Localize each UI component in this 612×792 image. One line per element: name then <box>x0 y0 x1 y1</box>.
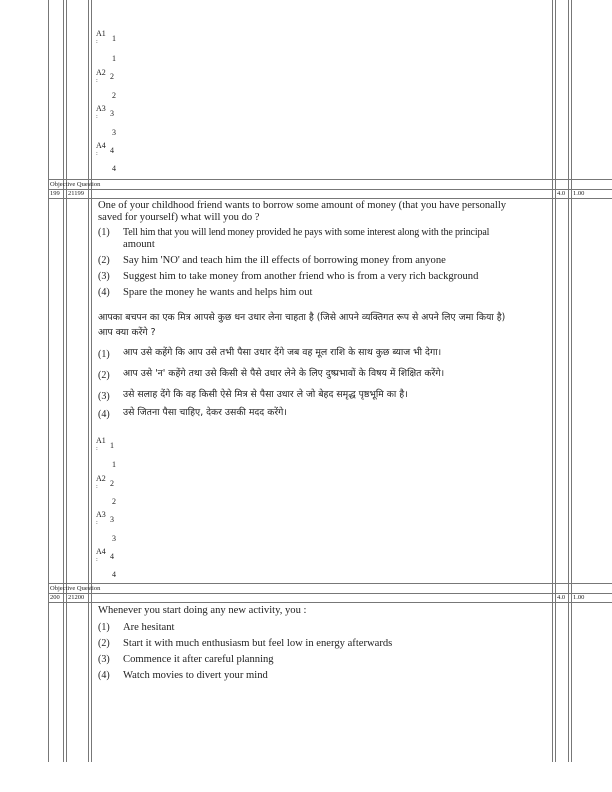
answer-colon: : <box>96 150 98 157</box>
border-left <box>48 0 49 762</box>
answer-colon: : <box>96 77 98 84</box>
answer-repeat: 2 <box>112 91 116 100</box>
hindi-option-number: (1) <box>98 349 110 360</box>
option-number: (4) <box>98 287 110 298</box>
answer-repeat: 1 <box>112 54 116 63</box>
divider-qid <box>88 0 89 762</box>
answer-repeat: 1 <box>112 460 116 469</box>
row-sep-2b <box>48 593 612 594</box>
question-negative-marks: 1.00 <box>573 594 585 601</box>
question-marks: 4.0 <box>557 190 566 197</box>
answer-value: 4 <box>110 552 114 561</box>
question-sno: 200 <box>50 594 60 601</box>
answer-repeat: 3 <box>112 534 116 543</box>
row-sep-1 <box>48 179 612 180</box>
hindi-option-text: उसे जितना पैसा चाहिए, देकर उसकी मदद करेंगे। <box>123 407 287 418</box>
hindi-option-text: आप उसे 'न' कहेंगे तथा उसे किसी से पैसे उधार लेने के लिए दुष्प्रभावों के विषय में शिक्षित करेंगे। <box>123 368 445 379</box>
answer-value: 3 <box>110 515 114 524</box>
option-text: Commence it after careful planning <box>123 654 274 665</box>
hindi-option-text: उसे सलाह देंगे कि वह किसी ऐसे मित्र से पैसा उधार ले जो बेहद समृद्ध पृष्ठभूमि का है। <box>123 389 408 400</box>
option-text: Say him 'NO' and teach him the ill effects of borrowing money from anyone <box>123 255 446 266</box>
option-number: (3) <box>98 271 110 282</box>
option-number: (1) <box>98 622 110 633</box>
answer-value: 1 <box>112 34 116 43</box>
answer-colon: : <box>96 38 98 45</box>
option-text: Suggest him to take money from another friend who is from a very rich background <box>123 271 479 282</box>
option-text: Tell him that you will lend money provided he pays with some interest along with the principal <box>123 227 490 238</box>
hindi-question-line-1: आपका बचपन का एक मित्र आपसे कुछ धन उधार लेना चाहता है (जिसे आपने व्यक्तिगत रूप से अपने लिए जमा किया है) <box>98 312 506 323</box>
answer-value: 2 <box>110 479 114 488</box>
question-marks: 4.0 <box>557 594 566 601</box>
option-number: (2) <box>98 255 110 266</box>
answer-label: A4 <box>96 547 106 556</box>
answer-label: A4 <box>96 141 106 150</box>
hindi-option-text: आप उसे कहेंगे कि आप उसे तभी पैसा उधार देंगे जब वह मूल राशि के साथ कुछ ब्याज भी देगा। <box>123 347 442 358</box>
row-sep-1c <box>48 198 612 199</box>
question-negative-marks: 1.00 <box>573 190 585 197</box>
option-text: Watch movies to divert your mind <box>123 670 268 681</box>
option-text: Are hesitant <box>123 622 175 633</box>
question-text-line-2: saved for yourself) what will you do ? <box>98 212 260 223</box>
hindi-option-number: (4) <box>98 409 110 420</box>
question-text-line-1: One of your childhood friend wants to borrow some amount of money (that you have personally <box>98 200 507 211</box>
question-sno: 199 <box>50 190 60 197</box>
option-number: (2) <box>98 638 110 649</box>
option-text: Start it with much enthusiasm but feel low in energy afterwards <box>123 638 393 649</box>
question-id: 21200 <box>68 594 85 601</box>
option-number: (4) <box>98 670 110 681</box>
divider-neg <box>568 0 569 762</box>
divider-sno <box>63 0 64 762</box>
answer-colon: : <box>96 445 98 452</box>
answer-colon: : <box>96 556 98 563</box>
answer-label: A1 <box>96 29 106 38</box>
divider-qid-2 <box>91 0 92 762</box>
answer-value: 1 <box>110 441 114 450</box>
row-sep-2c <box>48 602 612 603</box>
question-type-label: Objective Question <box>50 181 101 188</box>
hindi-option-number: (2) <box>98 370 110 381</box>
question-text-line-1: Whenever you start doing any new activity, you : <box>98 605 307 616</box>
answer-label: A2 <box>96 474 106 483</box>
divider-sno-2 <box>66 0 67 762</box>
answer-colon: : <box>96 113 98 120</box>
answer-colon: : <box>96 519 98 526</box>
answer-repeat: 2 <box>112 497 116 506</box>
answer-repeat: 4 <box>112 164 116 173</box>
answer-colon: : <box>96 483 98 490</box>
question-type-label: Objective Question <box>50 585 101 592</box>
answer-repeat: 3 <box>112 128 116 137</box>
row-sep-2 <box>48 583 612 584</box>
question-id: 21199 <box>68 190 85 197</box>
divider-marks-2 <box>555 0 556 762</box>
answer-label: A2 <box>96 68 106 77</box>
option-number: (3) <box>98 654 110 665</box>
option-number: (1) <box>98 227 110 238</box>
answer-label: A3 <box>96 104 106 113</box>
hindi-question-line-2: आप क्या करेंगे ? <box>98 327 156 338</box>
option-text: Spare the money he wants and helps him out <box>123 287 313 298</box>
row-sep-1b <box>48 189 612 190</box>
answer-label: A3 <box>96 510 106 519</box>
answer-value: 3 <box>110 109 114 118</box>
answer-label: A1 <box>96 436 106 445</box>
option-text-cont: amount <box>123 239 155 250</box>
divider-neg-2 <box>571 0 572 762</box>
divider-marks <box>552 0 553 762</box>
answer-value: 4 <box>110 146 114 155</box>
answer-repeat: 4 <box>112 570 116 579</box>
hindi-option-number: (3) <box>98 391 110 402</box>
answer-value: 2 <box>110 72 114 81</box>
